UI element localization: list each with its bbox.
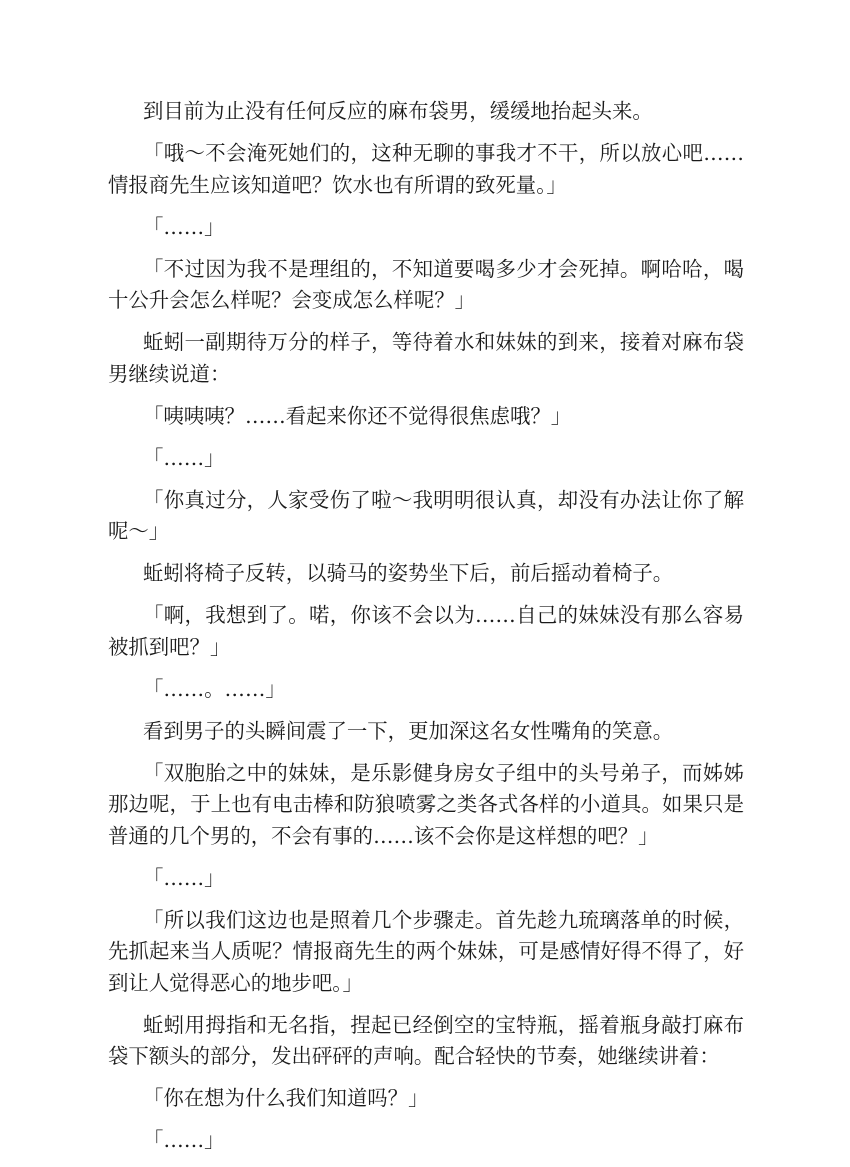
paragraph-16: 蚯蚓用拇指和无名指，捏起已经倒空的宝特瓶，摇着瓶身敲打麻布袋下额头的部分，发出砰砰的声响。配合轻快的节奏，她继续讲着： [108, 1012, 744, 1068]
paragraph-10: 「啊，我想到了。喏，你该不会以为……自己的妹妹没有那么容易被抓到吧？」 [108, 603, 744, 659]
paragraph-4: 「不过因为我不是理组的，不知道要喝多少才会死掉。啊哈哈，喝十公升会怎么样呢？会变成怎么样呢？」 [108, 256, 744, 312]
paragraph-15: 「所以我们这边也是照着几个步骤走。首先趁九琉璃落单的时候，先抓起来当人质呢？情报商先生的两个妹妹，可是感情好得不得了，好到让人觉得恶心的地步吧。」 [108, 907, 744, 995]
paragraph-11: 「……。……」 [143, 676, 286, 701]
paragraph-2: 「哦～不会淹死她们的，这种无聊的事我才不干，所以放心吧……情报商先生应该知道吧？饮水也有所谓的致死量。」 [108, 141, 744, 197]
paragraph-18: 「……」 [143, 1128, 225, 1152]
paragraph-17: 「你在想为什么我们知道吗？」 [143, 1086, 429, 1110]
paragraph-5: 蚯蚓一副期待万分的样子，等待着水和妹妹的到来，接着对麻布袋男继续说道： [108, 330, 744, 386]
paragraph-12: 看到男子的头瞬间震了一下，更加深这名女性嘴角的笑意。 [143, 718, 674, 743]
paragraph-13: 「双胞胎之中的妹妹，是乐影健身房女子组中的头号弟子，而姊姊那边呢，于上也有电击棒和防狼喷雾之类各式各样的小道具。如果只是普通的几个男的，不会有事的……该不会你是这样想的吧？」 [108, 760, 744, 848]
paragraph-8: 「你真过分，人家受伤了啦～我明明很认真，却没有办法让你了解呢～」 [108, 487, 744, 543]
paragraph-3: 「……」 [143, 214, 225, 239]
paragraph-7: 「……」 [143, 445, 225, 470]
paragraph-6: 「咦咦咦？……看起来你还不觉得很焦虑哦？」 [143, 403, 572, 428]
document-body [108, 96, 744, 1167]
paragraph-9: 蚯蚓将椅子反转，以骑马的姿势坐下后，前后摇动着椅子。 [143, 561, 674, 585]
paragraph-1: 到目前为止没有任何反应的麻布袋男，缓缓地抬起头来。 [143, 99, 653, 123]
paragraph-14: 「……」 [143, 865, 225, 890]
